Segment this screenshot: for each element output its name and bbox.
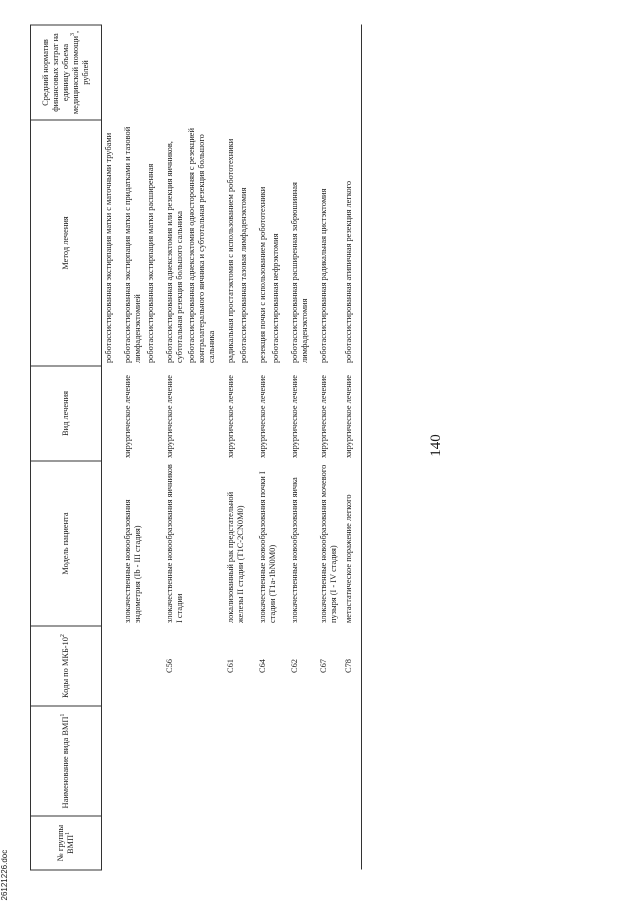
method-item: роботассистированная атипичная резекция легкого xyxy=(344,180,354,363)
method-cell xyxy=(317,120,343,366)
header-method: Метод лечения xyxy=(31,120,102,366)
code-cell: C56 xyxy=(164,658,174,673)
table-row xyxy=(102,25,121,870)
code-cell: C78 xyxy=(342,626,361,706)
method-item: радикальная простатэктомия с использованием робототехники xyxy=(226,138,236,363)
header-type: Вид лечения xyxy=(31,366,102,461)
method-item: роботассистированная экстирпация матки с придатками и тазовой лимфаденэктомией xyxy=(122,126,142,363)
table-row xyxy=(317,25,343,870)
header-vmp-name: Наименование вида ВМП$^1$ xyxy=(31,706,102,816)
type-cell: хирургическое лечение xyxy=(226,374,236,458)
model-cell: злокачественные новообразования эндометрия (Ib - III стадия) xyxy=(122,499,142,623)
method-item: роботассистированная аднексэктомия или резекция яичников, субтотальная резекция большого сальника xyxy=(164,140,184,363)
header-model: Модель пациента xyxy=(31,461,102,626)
type-cell: хирургическое лечение xyxy=(289,374,299,458)
header-row xyxy=(31,25,102,870)
type-cell: хирургическое лечение xyxy=(164,374,174,458)
code-cell xyxy=(121,626,163,706)
method-cell xyxy=(224,120,256,366)
model-cell: злокачественные новообразования яичка xyxy=(289,476,299,623)
code-cell xyxy=(102,626,121,706)
document-reference: 26121226.doc xyxy=(0,849,9,900)
code-cell: C61 xyxy=(226,658,236,673)
method-item: резекция почки с использованием робототехники xyxy=(257,186,267,363)
page-number: 140 xyxy=(428,433,444,457)
method-item: роботассистированная нефрэктомия xyxy=(270,233,280,363)
method-item: роботассистированная радикальная цистэктомия xyxy=(318,188,328,363)
method-cell xyxy=(256,120,288,366)
table-row xyxy=(288,25,317,870)
type-cell xyxy=(102,366,121,461)
code-cell: C62 xyxy=(289,658,299,673)
method-cell xyxy=(121,120,163,366)
method-cell xyxy=(163,120,225,366)
header-codes: Коды по МКБ-$10^2$ xyxy=(31,626,102,706)
code-cell: C64 xyxy=(257,658,267,673)
table-row xyxy=(121,25,163,870)
method-cell xyxy=(342,120,361,366)
vmp-table xyxy=(30,24,362,870)
header-norm: Средний норматив финансовых затрат на единицу объема медицинской помощи$^3$, рублей xyxy=(31,25,102,120)
type-cell: хирургическое лечение xyxy=(257,374,267,458)
method-cell xyxy=(288,120,317,366)
table-row xyxy=(342,25,361,870)
model-cell: злокачественные новообразования почки I стадии (T1a-1bN0M0) xyxy=(257,470,277,623)
method-item: роботассистированная экстирпация матки с маточными трубами xyxy=(104,132,113,363)
method-item: роботассистированная экстирпация матки расширенная xyxy=(145,163,155,363)
type-cell: хирургическое лечение xyxy=(122,374,132,458)
method-item: роботассистированная аднексэктомия односторонняя с резекцией контралатерального яичника и субтотальная резекция большого сальника xyxy=(187,127,217,363)
method-item: роботассистированная тазовая лимфаденэктомия xyxy=(239,187,249,363)
model-cell: метастатическое поражение легкого xyxy=(342,461,361,626)
model-cell xyxy=(102,461,121,626)
model-cell: злокачественные новообразования яичников I стадии xyxy=(164,463,184,623)
method-cell xyxy=(102,120,121,366)
model-cell: злокачественные новообразования мочевого пузыря (I - IV стадия) xyxy=(318,464,338,623)
header-num: № группы ВМП$^1$ xyxy=(31,816,102,870)
type-cell: хирургическое лечение xyxy=(342,366,361,461)
code-cell: C67 xyxy=(318,658,328,673)
table-row xyxy=(224,25,256,870)
table-row xyxy=(256,25,288,870)
model-cell: локализованный рак предстательной железы II стадии (T1C-2CN0M0) xyxy=(226,491,246,623)
table-row xyxy=(163,25,225,870)
type-cell: хирургическое лечение xyxy=(318,374,328,458)
method-item: роботассистированная расширенная забрюшинная лимфаденэктомия xyxy=(289,181,309,363)
